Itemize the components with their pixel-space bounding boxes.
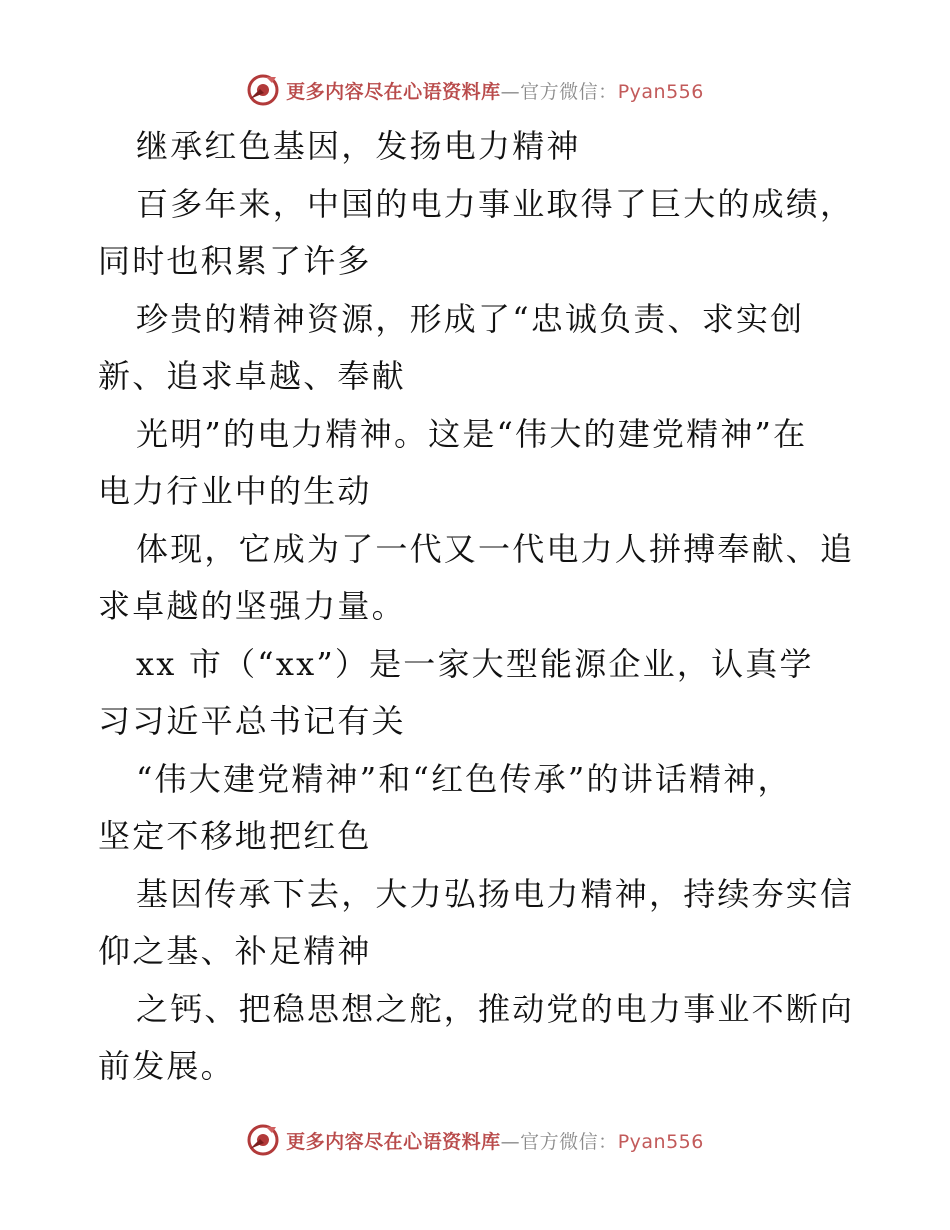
watermark-wechat-id: Pyan556 (617, 1130, 704, 1153)
text-line: 前发展。 (98, 1047, 235, 1085)
text-line: 坚定不移地把红色 (98, 817, 372, 855)
text-line: 光明”的电力精神。这是“伟大的建党精神”在 (136, 414, 808, 453)
text-line: xx 市（“xx”）是一家大型能源企业，认真学 (136, 644, 814, 683)
logo-icon (246, 73, 280, 107)
text-line: 求卓越的坚强力量。 (98, 587, 406, 625)
logo-icon (246, 1123, 280, 1157)
watermark-brand: 更多内容尽在心语资料库 (286, 80, 501, 103)
watermark-separator: — (500, 1130, 521, 1153)
text-line: 同时也积累了许多 (98, 242, 372, 280)
text-line: 继承红色基因，发扬电力精神 (136, 127, 581, 165)
watermark-wechat-label: 官方微信： (520, 80, 618, 103)
text-line: 体现，它成为了一代又一代电力人拼搏奉献、追 (136, 529, 855, 568)
text-line: 习习近平总书记有关 (98, 702, 406, 740)
text-line: 基因传承下去，大力弘扬电力精神，持续夯实信 (136, 874, 855, 913)
footer-watermark (0, 1120, 950, 1160)
text-line: 百多年来，中国的电力事业取得了巨大的成绩， (136, 184, 855, 223)
watermark-text (286, 1127, 704, 1154)
text-line: 仰之基、补足精神 (98, 932, 372, 970)
text-line: 之钙、把稳思想之舵，推动党的电力事业不断向 (136, 989, 855, 1028)
watermark-separator: — (500, 80, 521, 103)
document-body (98, 118, 868, 1096)
watermark-brand: 更多内容尽在心语资料库 (286, 1130, 501, 1153)
watermark-wechat-label: 官方微信： (520, 1130, 618, 1153)
watermark-text (286, 77, 704, 104)
text-line: “伟大建党精神”和“红色传承”的讲话精神， (136, 759, 792, 798)
text-line: 新、追求卓越、奉献 (98, 357, 406, 395)
header-watermark (0, 70, 950, 110)
watermark-wechat-id: Pyan556 (617, 80, 704, 103)
text-line: 电力行业中的生动 (98, 472, 372, 510)
text-line: 珍贵的精神资源，形成了“忠诚负责、求实创 (136, 299, 805, 338)
